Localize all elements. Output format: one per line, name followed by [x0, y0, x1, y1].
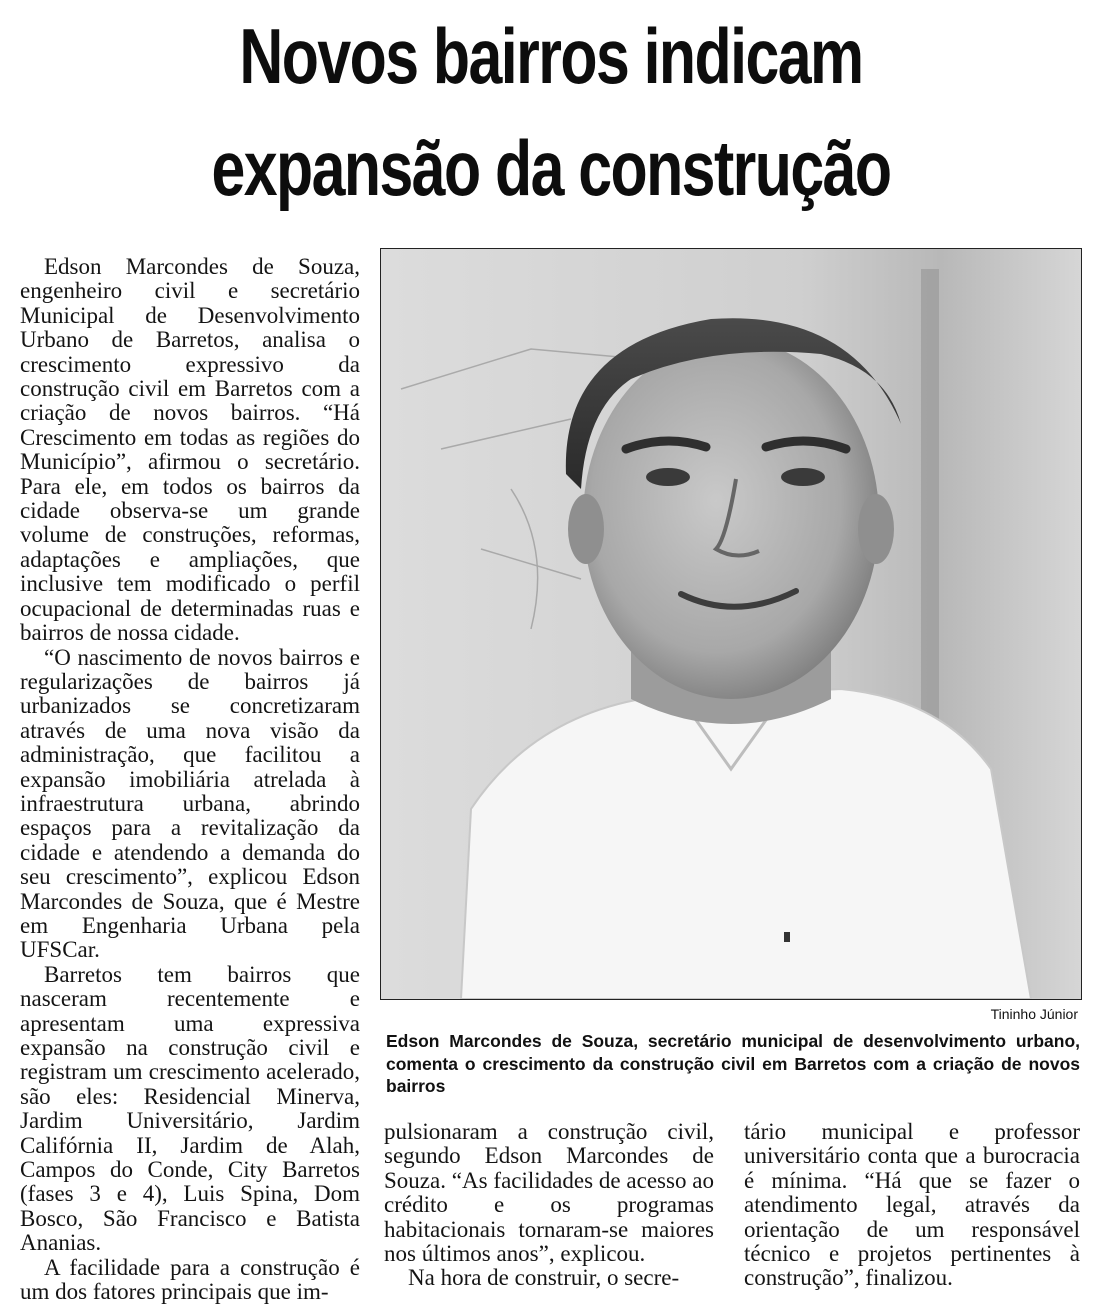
article-paragraph: pulsionaram a construção civil, segundo Edson Marcondes de Souza. “As facilidades de acesso ao crédito e os programas habitacionais tornaram-se maiores nos últimos anos”, explicou. — [384, 1119, 714, 1267]
photo-credit: Tininho Júnior — [990, 1006, 1078, 1022]
article-column-3 — [744, 1120, 1080, 1291]
article-paragraph: “O nascimento de novos bairros e regularizações de bairros já urbanizados se concretizaram através de uma nova visão da administração, que facilitou a expansão imobiliária atrelada à infraestrutura urbana, abrindo espaços para a revitalização da cidade e atendendo a demanda do seu crescimento”, explicou Edson Marcondes de Souza, que é Mestre em Engenharia Urbana pela UFSCar. — [20, 644, 360, 963]
headline-line-2: expansão da construção — [211, 124, 891, 212]
article-paragraph: A facilidade para a construção é um dos fatores principais que im- — [20, 1254, 360, 1305]
article-paragraph: Na hora de construir, o secre- — [408, 1265, 680, 1291]
headline-line-1: Novos bairros indicam — [239, 12, 863, 100]
photo-caption: Edson Marcondes de Souza, secretário municipal de desenvolvimento urbano, comenta o crescimento da construção civil em Barretos com a criação de novos bairros — [386, 1031, 1080, 1096]
article-column-2 — [384, 1120, 714, 1291]
portrait-illustration — [381, 249, 1081, 999]
article-paragraph: Edson Marcondes de Souza, engenheiro civil e secretário Municipal de Desenvolvimento Urbano de Barretos, analisa o crescimento expressivo da construção civil em Barretos com a criação de novos bairros. “Há Crescimento em todas as regiões do Município”, afirmou o secretário. Para ele, em todos os bairros da cidade observa-se um grande volume de construções, reformas, adaptações e ampliações, que inclusive tem modificado o perfil ocupacional de determinadas ruas e bairros de nossa cidade. — [20, 254, 360, 646]
portrait-photo — [380, 248, 1082, 1000]
article-column-1 — [20, 255, 360, 1304]
article-paragraph: Barretos tem bairros que nasceram recentemente e apresentam uma expressiva expansão na construção civil e registram um crescimento acelerado, são eles: Residencial Minerva, Jardim Universitário, Jardim Califórnia II, Jardim de Alah, Campos do Conde, City Barretos (fases 3 e 4), Luis Spina, Dom Bosco, São Francisco e Batista Ananias. — [20, 961, 360, 1256]
article-paragraph: tário municipal e professor universitário conta que a burocracia é mínima. “Há que se fazer o atendimento legal, através da orientação de um responsável técnico e projetos pertinentes à construção”, finalizou. — [744, 1119, 1080, 1291]
